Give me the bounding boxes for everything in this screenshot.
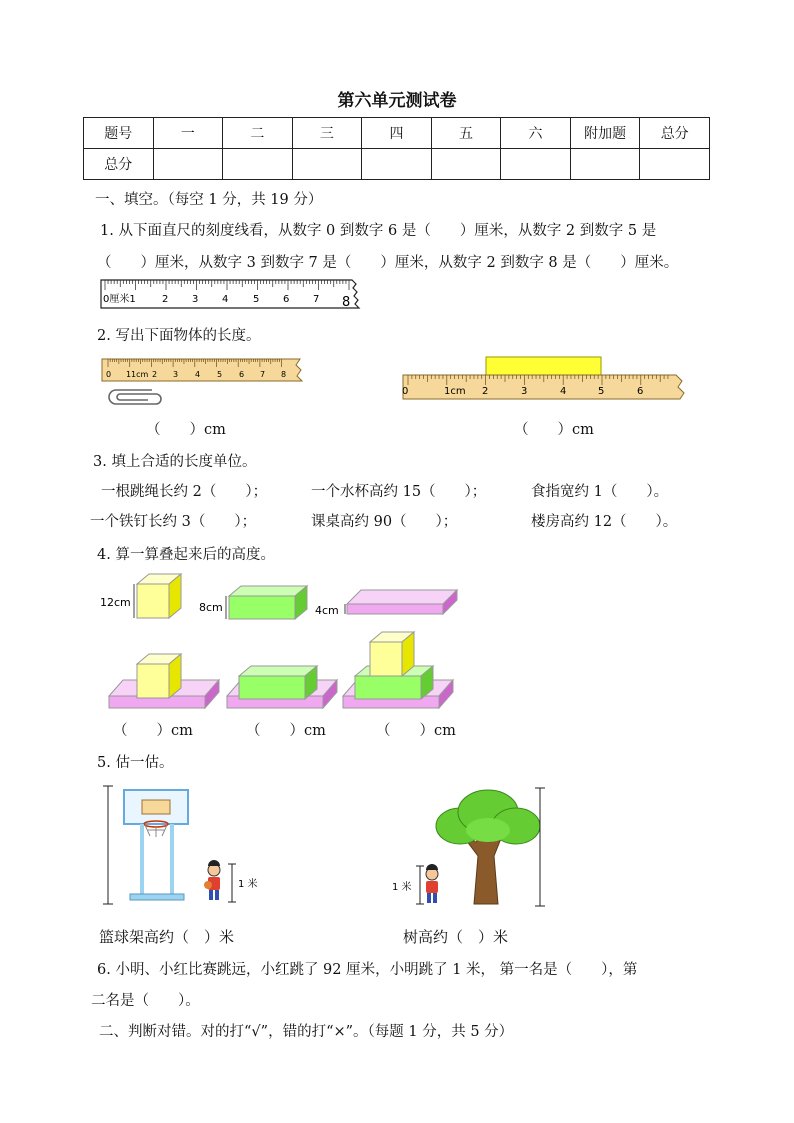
- ruler-label: 2: [482, 386, 489, 397]
- ruler-label: 8: [342, 295, 351, 310]
- q3-prompt: 3. 填上合适的长度单位。: [93, 454, 257, 470]
- ruler-label: 2: [152, 370, 158, 379]
- child-icon: [426, 864, 438, 903]
- q3-item: 一个铁钉长约 3（ ）；: [90, 514, 257, 530]
- score-cell[interactable]: [501, 149, 571, 180]
- meter-label: 1 米: [238, 879, 258, 890]
- q1-text-line2: （ ）厘米，从数字 3 到数字 7 是（ ）厘米，从数字 2 到数字 8 是（ ）厘米。: [97, 255, 679, 271]
- ruler-label: 6: [283, 294, 290, 305]
- child-icon: [204, 860, 220, 900]
- score-header-cell: 二: [223, 118, 293, 149]
- q5-tree-figure: [388, 786, 553, 912]
- stack-3: [343, 632, 453, 708]
- ruler-label: 1cm: [444, 386, 466, 397]
- q4-blocks: [95, 570, 465, 718]
- score-cell[interactable]: [153, 149, 223, 180]
- score-header-row: [84, 118, 710, 149]
- score-cell[interactable]: [362, 149, 432, 180]
- q3-item: 一根跳绳长约 2（ ）；: [101, 484, 268, 500]
- ruler-label: 4: [222, 294, 229, 305]
- ruler-label: 1cm: [131, 370, 149, 379]
- score-header-cell: 四: [362, 118, 432, 149]
- ruler-label: 1: [126, 370, 132, 379]
- q4-answer: （ ）cm: [246, 723, 326, 739]
- q5-hoop-figure: [100, 784, 275, 914]
- ruler-label: 0厘米1: [103, 294, 136, 305]
- ruler-label: 6: [637, 386, 644, 397]
- score-cell[interactable]: [640, 149, 710, 180]
- ruler-label: 6: [239, 370, 245, 379]
- score-header-cell: 五: [431, 118, 501, 149]
- stack-2: [227, 666, 337, 708]
- q1-ruler: [100, 278, 368, 310]
- cube-shape: [137, 574, 181, 618]
- ruler-label: 4: [560, 386, 567, 397]
- score-value-row: [84, 149, 710, 180]
- score-header-cell: 三: [292, 118, 362, 149]
- ruler-label: 7: [313, 294, 320, 305]
- score-table: [83, 117, 710, 180]
- ruler-label: 5: [217, 370, 223, 379]
- ruler-label: 3: [173, 370, 179, 379]
- meter-label: 1 米: [392, 882, 412, 893]
- paper-clip-icon: [109, 390, 161, 404]
- q2-left-ruler: [100, 356, 310, 412]
- score-cell[interactable]: [292, 149, 362, 180]
- q5-hoop-answer: 篮球架高约（ ）米: [99, 928, 235, 946]
- score-header-cell: 六: [501, 118, 571, 149]
- score-cell[interactable]: [570, 149, 640, 180]
- cuboid-shape: [229, 586, 307, 619]
- ruler-label: 0: [106, 370, 112, 379]
- q1-text-line1: 1. 从下面直尺的刻度线看，从数字 0 到数字 6 是（ ）厘米，从数字 2 到数字 5 是: [100, 223, 657, 239]
- score-cell[interactable]: [223, 149, 293, 180]
- stack-1: [109, 654, 219, 708]
- height-label: 12cm: [100, 596, 131, 609]
- score-header-cell: 题号: [84, 118, 154, 149]
- ruler-label: 8: [281, 370, 287, 379]
- score-header-cell: 总分: [640, 118, 710, 149]
- score-header-cell: 一: [153, 118, 223, 149]
- q3-item: 食指宽约 1（ ）。: [531, 484, 669, 500]
- q5-prompt: 5. 估一估。: [97, 755, 174, 771]
- q2-right-ruler: [400, 355, 692, 407]
- ruler-label: 4: [195, 370, 201, 379]
- height-label: 4cm: [315, 604, 339, 617]
- q4-prompt: 4. 算一算叠起来后的高度。: [97, 547, 275, 563]
- q6-text-line2: 二名是（ ）。: [91, 993, 200, 1009]
- ruler-label: 7: [260, 370, 266, 379]
- score-cell[interactable]: [431, 149, 501, 180]
- q2-answer-left: （ ）cm: [146, 422, 226, 438]
- q3-item: 楼房高约 12（ ）。: [531, 514, 678, 530]
- q6-text-line1: 6. 小明、小红比赛跳远，小红跳了 92 厘米，小明跳了 1 米， 第一名是（ ），第: [97, 962, 638, 978]
- tree-icon: [436, 790, 540, 904]
- q3-item: 一个水杯高约 15（ ）；: [311, 484, 487, 500]
- q4-answer: （ ）cm: [113, 723, 193, 739]
- q5-tree-answer: 树高约（ ）米: [403, 928, 509, 946]
- q2-prompt: 2. 写出下面物体的长度。: [97, 328, 261, 344]
- ruler-label: 3: [192, 294, 199, 305]
- section1-heading: 一、填空。（每空 1 分，共 19 分）: [95, 192, 323, 208]
- q2-answer-right: （ ）cm: [514, 422, 594, 438]
- basketball-hoop-icon: [124, 790, 188, 900]
- height-label: 8cm: [199, 601, 223, 614]
- ruler-label: 3: [521, 386, 528, 397]
- ruler-label: 5: [598, 386, 605, 397]
- score-row-label: 总分: [84, 149, 154, 180]
- ruler-label: 0: [402, 386, 409, 397]
- score-header-cell: 附加题: [570, 118, 640, 149]
- section2-heading: 二、判断对错。对的打“√”，错的打“×”。（每题 1 分，共 5 分）: [99, 1024, 514, 1040]
- ruler-label: 2: [162, 294, 169, 305]
- slab-shape: [347, 590, 457, 614]
- q3-item: 课桌高约 90（ ）；: [311, 514, 458, 530]
- page-title: 第六单元测试卷: [337, 91, 457, 111]
- ruler-label: 5: [253, 294, 260, 305]
- q4-answer: （ ）cm: [376, 723, 456, 739]
